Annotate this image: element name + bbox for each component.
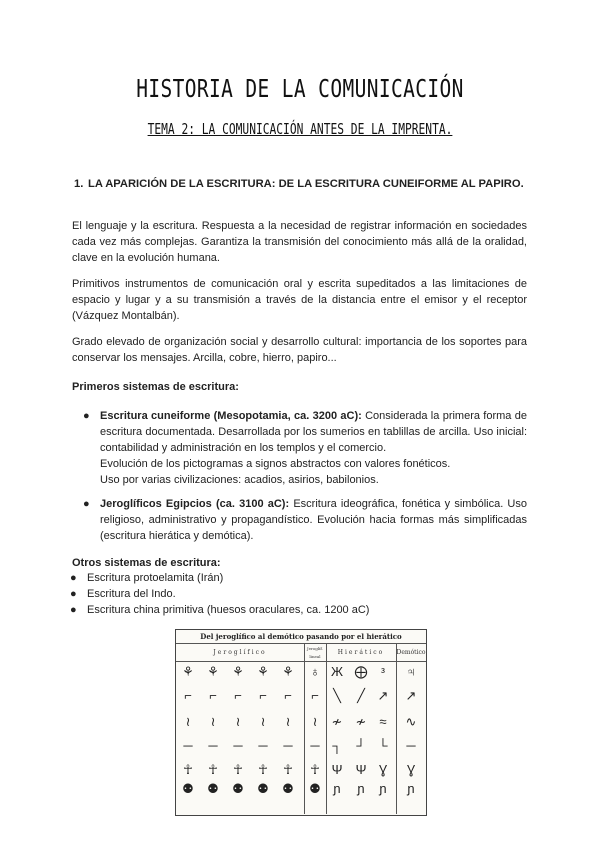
paragraph-2: Primitivos instrumentos de comunicación oral y escrita supeditados a las limitaciones de espacio y lugar y a su transmisión a través de la distancia entre el emisor y el receptor (Vázquez Montalbán).: [72, 278, 527, 322]
section-heading-text: LA APARICIÓN DE LA ESCRITURA: DE LA ESCRITURA CUNEIFORME AL PAPIRO.: [88, 178, 524, 190]
column-jeroglifico: Jeroglífico: [213, 649, 267, 656]
list-item: ● Escritura china primitiva (huesos oraculares, ca. 1200 aC): [70, 604, 370, 616]
list-item: ● Escritura protoelamita (Irán): [70, 572, 224, 584]
item-text: Escritura ideográfica, fonética y simbólica. Uso religioso, administrativo y propagandístico. Evolución hacia formas más simplificadas (escritura hierática y demótica).: [100, 498, 527, 542]
item-title: Escritura cuneiforme (Mesopotamia, ca. 3200 aC):: [100, 410, 362, 422]
section-heading: [74, 176, 528, 192]
bullet-icon: ●: [83, 498, 90, 510]
bullet-icon: ●: [70, 572, 77, 584]
figure-caption: Del jeroglífico al demótico pasando por el hierático: [200, 632, 402, 641]
primeros-heading: Primeros sistemas de escritura:: [72, 381, 239, 393]
list-item-jeroglificos: [83, 496, 527, 544]
paragraph-1: El lenguaje y la escritura. Respuesta a la necesidad de registrar información en sociedades cada vez más complejas. Garantiza la transmisión del conocimiento más allá de la oralidad, clave en la evolución humana.: [72, 220, 527, 264]
item-line: Evolución de los pictogramas a signos abstractos con valores fonéticos.: [100, 458, 451, 470]
item-line: Uso por varias civilizaciones: acadios, asirios, babilonios.: [100, 474, 379, 486]
paragraph-3: Grado elevado de organización social y desarrollo cultural: importancia de los soportes para conservar los mensajes. Arcilla, cobre, hierro, papiro...: [72, 336, 527, 364]
column-jeroglifico-cursivo: Jeroglíf. lineal: [306, 646, 324, 659]
item-title: Jeroglíficos Egipcios (ca. 3100 aC):: [100, 498, 290, 510]
page-subtitle: TEMA 2: LA COMUNICACIÓN ANTES DE LA IMPRENTA.: [147, 120, 453, 138]
bullet-icon: ●: [70, 588, 77, 600]
section-number: 1.: [74, 178, 84, 190]
column-demotico: Demótico: [396, 649, 426, 656]
column-hieratico: Hierático: [337, 649, 385, 656]
hieroglyph-evolution-figure: Del jeroglífico al demótico pasando por el hierático Jeroglífico Jeroglíf. lineal Hierático Demótico ⚘ ⚘ ⚘ ⚘ ⚘ ♁ Ж ⨁ ᵌ ♃ ⌐ ⌐ ⌐ ⌐ ⌐ ⌐ ╲ ╱ ↗ ↗ ≀ ≀ ≀ ≀ ≀ ≀ ≁ ≁ ≈ ∿ ─ ─ ─ ─ ─ ─ ┐ ┘ └ ─ ☥ ☥ ☥ ☥ ☥ ☥ Ψ Ψ Ɣ Ɣ ⚉ ⚉ ⚉ ⚉ ⚉ ⚉ ɲ ɲ ɲ ɲ: [175, 629, 427, 816]
bullet-icon: ●: [70, 604, 77, 616]
page-title: HISTORIA DE LA COMUNICACIÓN: [136, 74, 464, 103]
item-text: Considerada la primera forma de escritura documentada. Desarrollada por los sumerios en tablillas de arcilla. Uso inicial: contabilidad y administración en los templos y el comercio.: [100, 410, 527, 454]
list-item-cuneiforme: [83, 408, 527, 488]
bullet-icon: ●: [83, 410, 90, 422]
otros-heading: Otros sistemas de escritura:: [72, 557, 221, 569]
list-item: ● Escritura del Indo.: [70, 588, 176, 600]
otros-list: [70, 570, 517, 618]
